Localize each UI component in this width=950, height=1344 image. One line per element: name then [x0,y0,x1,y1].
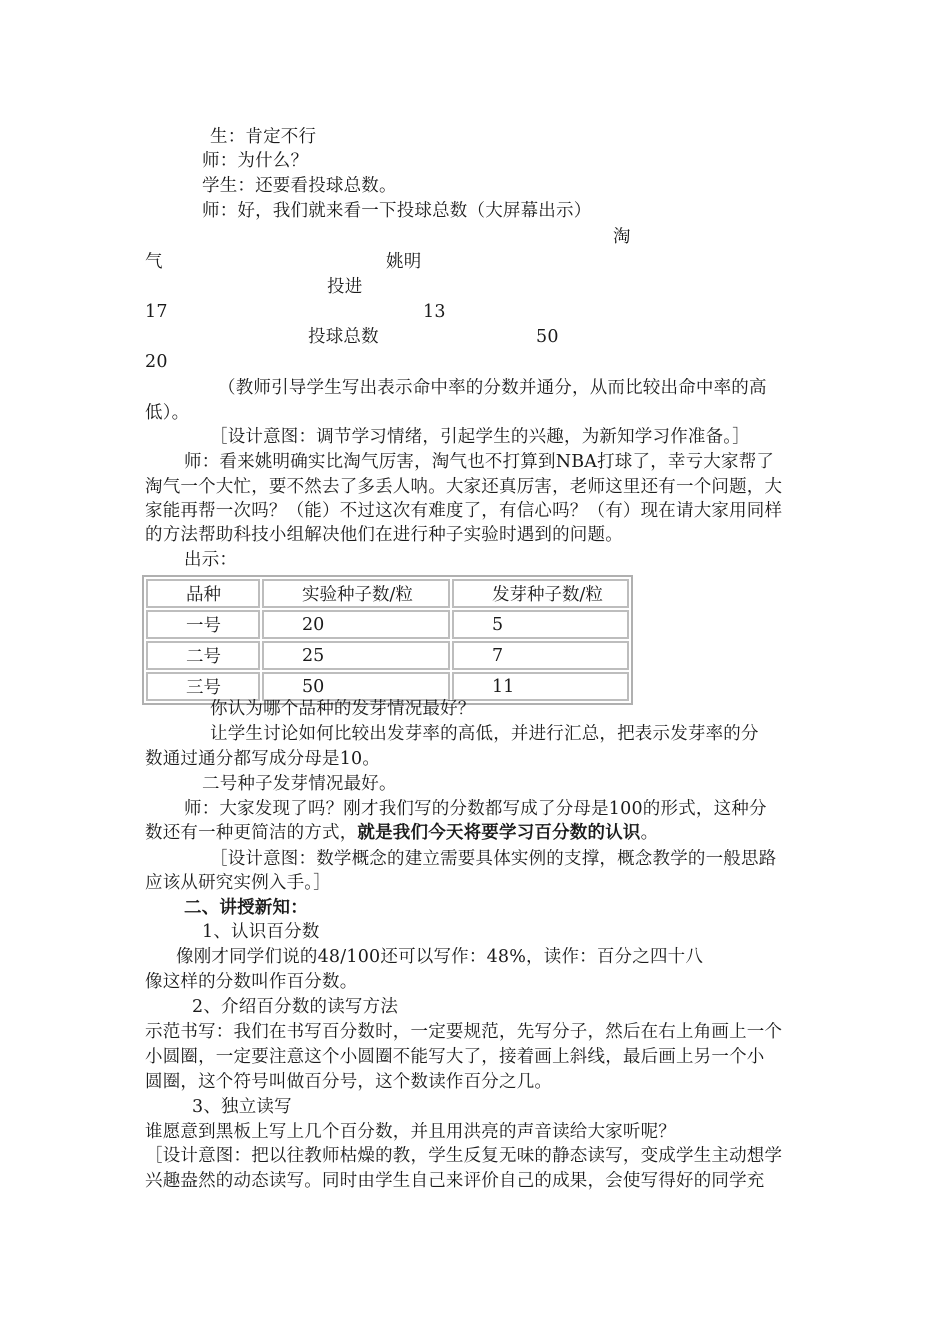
subsection-heading: 2、介绍百分数的读写方法 [192,997,399,1017]
design-intent-note: ［设计意图：数学概念的建立需要具体实例的支撑，概念教学的一般思路 [210,849,777,869]
paragraph-line: 出示： [184,550,238,570]
table-cell: 50 [262,672,450,701]
subsection-heading: 3、独立读写 [192,1097,292,1117]
dialogue-line: 学生：还要看投球总数。 [202,176,397,196]
table-cell: 7 [452,641,629,670]
table-cell: 二号 [146,641,260,670]
paragraph-line: 师：大家发现了吗？刚才我们写的分数都写成了分母是100的形式，这种分 [184,799,767,819]
table-cell: 5 [452,610,629,639]
paragraph-line: 淘气一个大忙，要不然去了多丢人呐。大家还真厉害，老师这里还有一个问题，大 [145,477,783,497]
subsection-heading: 1、认识百分数 [202,922,320,942]
table-cell: 25 [262,641,450,670]
paragraph-line: 让学生讨论如何比较出发芽率的高低，并进行汇总，把表示发芽率的分 [210,724,759,744]
paragraph-line: 家能再帮一次吗？（能）不过这次有难度了，有信心吗？（有）现在请大家用同样 [145,501,783,521]
table-header-cell: 发芽种子数/粒 [452,579,629,608]
table-header-cell: 实验种子数/粒 [262,579,450,608]
seed-experiment-table [142,575,633,705]
paragraph-line: 二号种子发芽情况最好。 [202,774,397,794]
paragraph-line: 圆圈，这个符号叫做百分号，这个数读作百分之几。 [145,1072,553,1092]
layout-text: 投进 [327,277,363,297]
table-header-row [146,579,629,608]
layout-text: 13 [423,302,446,322]
dialogue-line: 师：好，我们就来看一下投球总数（大屏幕出示） [202,201,592,221]
paragraph-line: 像这样的分数叫作百分数。 [145,972,358,992]
paragraph-line: 像刚才同学们说的48/100还可以写作：48%，读作：百分之四十八 [176,947,704,967]
paragraph-line: 数通过通分都写成分母是10。 [145,749,381,769]
design-intent-note: ［设计意图：调节学习情绪，引起学生的兴趣，为新知学习作准备。］ [210,427,750,447]
paragraph-line: 你认为哪个品种的发芽情况最好？ [210,699,476,719]
paragraph-line: 师：看来姚明确实比淘气厉害，淘气也不打算到NBA打球了，幸亏大家帮了 [184,452,775,472]
table-cell: 三号 [146,672,260,701]
text-run: 。 [640,823,659,843]
layout-text: 淘 [613,227,631,247]
paragraph-line: 小圆圈，一定要注意这个小圆圈不能写大了，接着画上斜线，最后画上另一个小 [145,1047,765,1067]
layout-text: 17 [145,302,168,322]
table-cell: 20 [262,610,450,639]
paragraph-line: 谁愿意到黑板上写上几个百分数，并且用洪亮的声音读给大家听呢？ [145,1122,676,1142]
text-run: 数还有一种更简洁的方式， [145,823,358,843]
layout-text: 姚明 [386,252,422,272]
layout-text: 20 [145,352,168,372]
design-intent-note: 应该从研究实例入手。］ [145,873,331,893]
layout-text: 气 [145,252,163,272]
paragraph-line: （教师引导学生写出表示命中率的分数并通分，从而比较出命中率的高 [218,378,767,398]
paragraph-line: 的方法帮助科技小组解决他们在进行种子实验时遇到的问题。 [145,525,623,545]
table-row [146,641,629,670]
paragraph-line: 低）。 [145,403,190,423]
table-cell: 一号 [146,610,260,639]
design-intent-note: 兴趣盎然的动态读写。同时由学生自己来评价自己的成果，会使写得好的同学充 [145,1171,765,1191]
table-header-cell: 品种 [146,579,260,608]
paragraph-line: 示范书写：我们在书写百分数时，一定要规范，先写分子，然后在右上角画上一个 [145,1022,783,1042]
layout-text: 投球总数 [308,327,379,347]
section-heading: 二、讲授新知： [184,898,308,918]
dialogue-line: 生：肯定不行 [210,127,317,147]
table-cell: 11 [452,672,629,701]
layout-text: 50 [536,327,559,347]
design-intent-note: ［设计意图：把以往教师枯燥的教，学生反复无味的静态读写，变成学生主动想学 [145,1146,783,1166]
paragraph-line [145,821,658,845]
table-row [146,610,629,639]
dialogue-line: 师：为什么？ [202,151,309,171]
emphasis-text: 就是我们今天将要学习百分数的认识 [357,823,641,843]
